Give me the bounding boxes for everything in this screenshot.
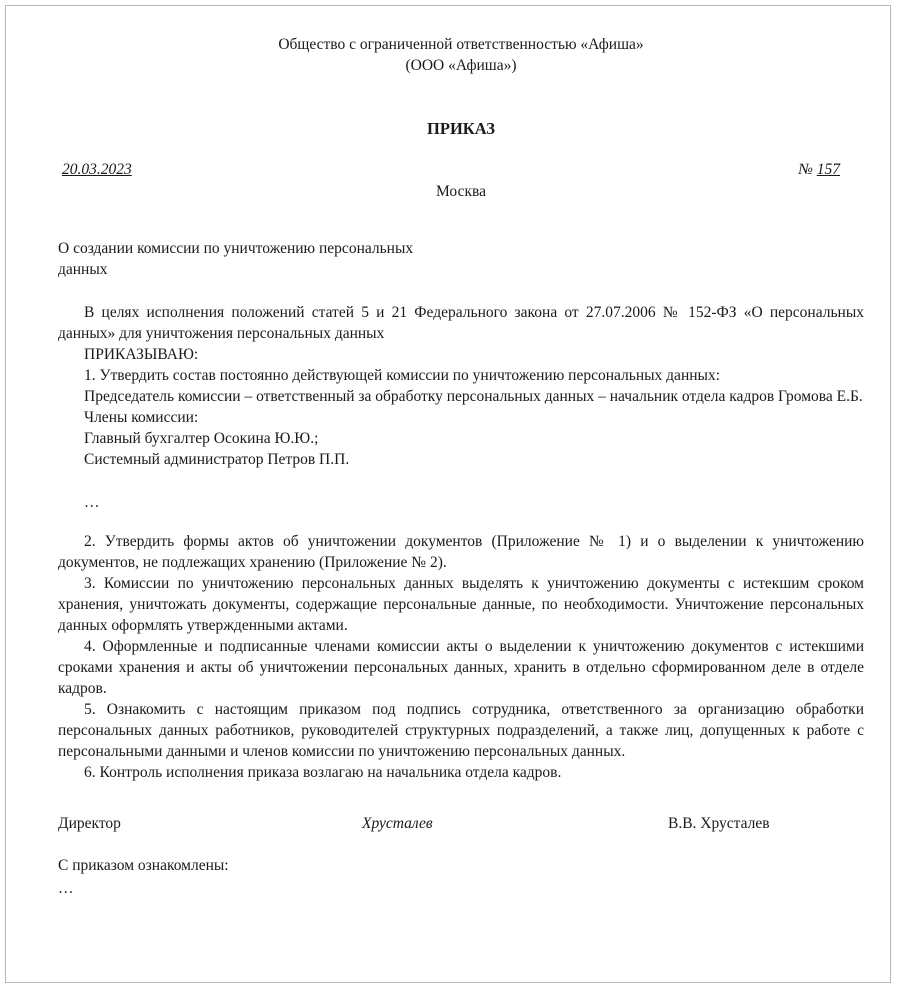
- order-document: [58, 34, 864, 899]
- members-ellipsis: …: [84, 494, 100, 511]
- preamble-paragraph: В целях исполнения положений статей 5 и 21 Федерального закона от 27.07.2006 № 152-ФЗ «О персональных данных» для уничтожения персональных данных: [58, 304, 864, 342]
- member-1: Главный бухгалтер Осокина Ю.Ю.;: [84, 430, 319, 447]
- commission-chair: Председатель комиссии – ответственный за обработку персональных данных – начальник отдела кадров Громова Е.Б.: [84, 388, 863, 405]
- item-4: 4. Оформленные и подписанные членами комиссии акты о выделении к уничтожению документов с истекшими сроками хранения и акты об уничтожении персональных данных, хранить в отдельно сформированном деле в отделе кадров.: [58, 638, 864, 697]
- item-1: 1. Утвердить состав постоянно действующей комиссии по уничтожению персональных данных:: [84, 367, 720, 384]
- member-2: Системный администратор Петров П.П.: [84, 451, 350, 468]
- item-6: 6. Контроль исполнения приказа возлагаю на начальника отдела кадров.: [84, 764, 562, 781]
- document-date: 20.03.2023: [62, 161, 132, 178]
- acknowledgement-label: С приказом ознакомлены:: [58, 857, 229, 874]
- number-value: 157: [816, 161, 840, 178]
- document-body: [58, 302, 864, 783]
- item-5: 5. Ознакомить с настоящим приказом под подпись сотрудника, ответственного за организацию обработки персональных данных работников, руководителей структурных подразделений, а также лиц, допущенных к работе с персональными данными и членов комиссии по уничтожению персональных данных.: [58, 701, 864, 760]
- members-label: Члены комиссии:: [84, 409, 199, 426]
- signature-block: [58, 813, 864, 835]
- document-number: [798, 159, 840, 180]
- document-sheet: [5, 5, 891, 983]
- document-city: Москва: [436, 183, 486, 200]
- number-prefix: №: [798, 161, 813, 178]
- organization-full-name: Общество с ограниченной ответственностью «Афиша»: [278, 36, 644, 53]
- organization-short-name: (ООО «Афиша»): [405, 57, 517, 74]
- signer-role: Директор: [58, 815, 121, 832]
- order-word: ПРИКАЗЫВАЮ:: [84, 346, 199, 363]
- document-title: ПРИКАЗ: [427, 119, 495, 138]
- document-meta-row: [58, 159, 864, 181]
- document-subject: О создании комиссии по уничтожению персональных данных: [58, 240, 414, 278]
- item-3: 3. Комиссии по уничтожению персональных данных выделять к уничтожению документы с истекшим сроком хранения, уничтожать документы, содержащие персональные данные, по необходимости. Уничтожение персональных данных оформлять утвержденными актами.: [58, 575, 864, 634]
- handwritten-signature: Хрусталев: [362, 815, 433, 832]
- item-2: 2. Утвердить формы актов об уничтожении документов (Приложение № 1) и о выделении к уничтожению документов, не подлежащих хранению (Приложение № 2).: [58, 533, 864, 571]
- acknowledgement-ellipsis: …: [58, 880, 74, 897]
- signer-name: В.В. Хрусталев: [668, 815, 770, 832]
